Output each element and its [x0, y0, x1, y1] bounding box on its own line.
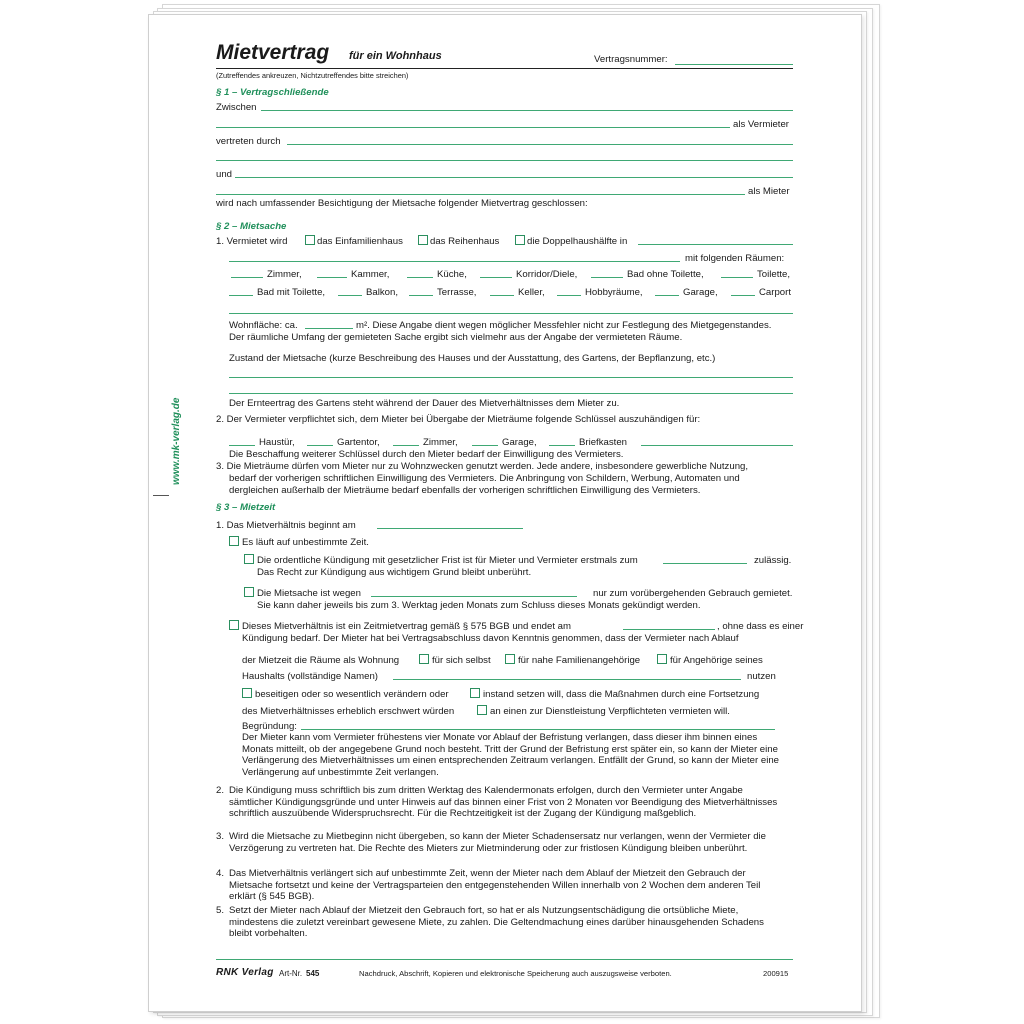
kuendigung-date-field[interactable] — [663, 563, 747, 564]
key-label: Zimmer, — [423, 437, 458, 448]
checkbox-instand[interactable] — [470, 688, 480, 698]
beseitigen-label: beseitigen oder so wesentlich verändern oder — [255, 689, 449, 700]
contract-number-field[interactable] — [675, 64, 793, 65]
zeitmiet-text-c: Kündigung bedarf. Der Mieter hat bei Vertragsabschluss davon Kenntnis genommen, dass der Vermieter nach Ablauf — [242, 633, 739, 644]
checkbox-familie[interactable] — [505, 654, 515, 664]
wohnflaeche-label: Wohnfläche: ca. — [229, 320, 298, 331]
checkbox-doppelhaushaelfte[interactable] — [515, 235, 525, 245]
represented-field-1[interactable] — [287, 144, 793, 145]
room-label: Toilette, — [757, 269, 791, 280]
room-count-field[interactable] — [480, 277, 512, 278]
sich-selbst-label: für sich selbst — [432, 655, 491, 666]
wegen-label: Die Mietsache ist wegen — [257, 588, 361, 599]
wohnflaeche-text-2: Der räumliche Umfang der gemieteten Sache ergibt sich vielmehr aus der Angabe der vermieteten Räume. — [229, 332, 683, 343]
nutzen-label: nutzen — [747, 671, 776, 682]
vertreten-label: vertreten durch — [216, 136, 281, 147]
contract-page — [148, 14, 862, 1012]
familie-label: für nahe Familienangehörige — [518, 655, 641, 666]
checkbox-beseitigen[interactable] — [242, 688, 252, 698]
closing-text: wird nach umfassender Besichtigung der Mietsache folgender Mietvertrag geschlossen: — [216, 198, 588, 209]
room-label: Bad mit Toilette, — [257, 287, 326, 298]
page-subtitle: für ein Wohnhaus — [349, 50, 442, 62]
room-count-field[interactable] — [490, 295, 514, 296]
room-count-field[interactable] — [338, 295, 362, 296]
tenant-field-1[interactable] — [235, 177, 793, 178]
footer-rule — [216, 959, 793, 960]
item-text: Das Mietverhältnis verlängert sich auf unbestimmte Zeit, wenn der Mieter nach dem Ablauf der Mietzeit den Gebrauch der Mietsache fortsetzt und keine der Vertragsparteien den entgegenstehenden Willen innerhalb von 2 Wochen dem anderen Teil erklärt (§ 545 BGB). — [229, 868, 761, 903]
checkbox-voruebergehend[interactable] — [244, 587, 254, 597]
side-url: www.mk-verlag.de — [171, 397, 182, 485]
item-text: Wird die Mietsache zu Mietbeginn nicht übergeben, so kann der Mieter Schadensersatz nur verlangen, wenn der Vermieter die Verzögerung zu vertreten hat. Die Rechte des Mieters zur Mietminderung oder zur fristlosen Kündigung bleiben unberührt. — [229, 831, 767, 854]
room-count-field[interactable] — [721, 277, 753, 278]
art-number: 545 — [306, 969, 320, 978]
kuendigung-text: Die ordentliche Kündigung mit gesetzlicher Frist ist für Mieter und Vermieter erstmals zum — [257, 555, 638, 566]
wohnflaeche-field[interactable] — [305, 328, 353, 329]
wohnflaeche-text: m². Diese Angabe dient wegen möglicher Messfehler nicht zur Festlegung des Mietgegenstandes. — [356, 320, 772, 331]
zustand-field-1[interactable] — [229, 377, 793, 378]
landlord-field-2[interactable] — [216, 127, 730, 128]
einfamilienhaus-label: das Einfamilienhaus — [317, 236, 403, 247]
vermietet-label: 1. Vermietet wird — [216, 236, 288, 247]
room-count-field[interactable] — [231, 277, 263, 278]
location-field-2[interactable] — [229, 261, 680, 262]
represented-field-2[interactable] — [216, 160, 793, 161]
room-label: Carport — [759, 287, 791, 298]
reihenhaus-label: das Reihenhaus — [430, 236, 500, 247]
key-count-field[interactable] — [229, 445, 255, 446]
als-mieter-label: als Mieter — [748, 186, 790, 197]
key-count-field[interactable] — [393, 445, 419, 446]
room-label: Bad ohne Toilette, — [627, 269, 704, 280]
wegen-text: nur zum vorübergehenden Gebrauch gemietet. — [593, 588, 793, 599]
nutzung-line-3: dergleichen außerhalb der Mieträume bedarf ebenfalls der vorherigen schriftlichen Einwilligung des Vermieters. — [229, 485, 701, 496]
room-count-field[interactable] — [407, 277, 433, 278]
unbestimmt-label: Es läuft auf unbestimmte Zeit. — [242, 537, 369, 548]
schluessel-text: 2. Der Vermieter verpflichtet sich, dem Mieter bei Übergabe der Mieträume folgende Schlüssel auszuhändigen für: — [216, 414, 701, 425]
room-label: Keller, — [518, 287, 545, 298]
item-number: 5. — [216, 905, 225, 916]
tenant-field-2[interactable] — [216, 194, 745, 195]
room-label: Kammer, — [351, 269, 390, 280]
begruendung-field[interactable] — [301, 729, 775, 730]
begruendung-label: Begründung: — [242, 721, 297, 732]
room-label: Terrasse, — [437, 287, 477, 298]
ernte-text: Der Ernteertrag des Gartens steht während der Dauer des Mietverhältnisses dem Mieter zu. — [229, 398, 620, 409]
room-count-field[interactable] — [557, 295, 581, 296]
doppelhaushaelfte-label: die Doppelhaushälfte in — [527, 236, 628, 247]
item-text: Die Kündigung muss schriftlich bis zum dritten Werktag des Kalendermonats erfolgen, durch den Vermieter unter Angabe sämtlicher Kündigungsgründe und unter Hinweis auf das binnen einer Frist von 2 Monaten vor Beendigung des Mietverhältnisses schriftlich auszuübende Widerspruchsrecht. Für die Rechtzeitigkeit ist der Zugang der Kündigung maßgeblich. — [229, 785, 778, 820]
key-label: Gartentor, — [337, 437, 380, 448]
kuendigung-zulaessig: zulässig. — [754, 555, 792, 566]
keys-note: Die Beschaffung weiterer Schlüssel durch den Mieter bedarf der Einwilligung des Vermieters. — [229, 449, 624, 460]
room-count-field[interactable] — [731, 295, 755, 296]
zustand-label: Zustand der Mietsache (kurze Beschreibung des Hauses und der Ausstattung, des Gartens, der Bepflanzung, etc.) — [229, 353, 716, 364]
key-count-field[interactable] — [549, 445, 575, 446]
item-number: 4. — [216, 868, 225, 879]
checkbox-einfamilienhaus[interactable] — [305, 235, 315, 245]
landlord-field-1[interactable] — [261, 110, 793, 111]
room-label: Balkon, — [366, 287, 398, 298]
checkbox-zeitmietvertrag[interactable] — [229, 620, 239, 630]
haushalt-option-label: für Angehörige seines — [670, 655, 763, 666]
instand-label: instand setzen will, dass die Maßnahmen durch eine Fortsetzung — [483, 689, 760, 700]
item-text: Setzt der Mieter nach Ablauf der Mietzeit den Gebrauch fort, so hat er als Nutzungsentschädigung die ortsübliche Miete, mindestens die zuletzt vereinbart gewesene Miete, zu zahlen. Die Geltendmachung eines darüber hinausgehenden Schadens bleibt vorbehalten. — [229, 905, 764, 940]
publisher-logo: RNK Verlag — [216, 967, 274, 978]
rooms-extra-field[interactable] — [229, 313, 793, 314]
fortsetzung-text: des Mietverhältnisses erheblich erschwert würden — [242, 706, 455, 717]
key-label: Briefkasten — [579, 437, 627, 448]
key-label: Haustür, — [259, 437, 295, 448]
checkbox-sich-selbst[interactable] — [419, 654, 429, 664]
checkbox-reihenhaus[interactable] — [418, 235, 428, 245]
form-code: 200915 — [763, 969, 789, 978]
checkbox-dienstleistung[interactable] — [477, 705, 487, 715]
instruction-text: (Zutreffendes ankreuzen, Nichtzutreffendes bitte streichen) — [216, 71, 409, 80]
contract-number-label: Vertragsnummer: — [594, 54, 668, 65]
beginn-date-field[interactable] — [377, 528, 523, 529]
beginn-label: 1. Das Mietverhältnis beginnt am — [216, 520, 356, 531]
room-count-field[interactable] — [655, 295, 679, 296]
und-label: und — [216, 169, 233, 180]
room-label: Garage, — [683, 287, 718, 298]
room-count-field[interactable] — [317, 277, 347, 278]
als-vermieter-label: als Vermieter — [733, 119, 789, 130]
raeume-label: mit folgenden Räumen: — [685, 253, 785, 264]
befristung-paragraph: Der Mieter kann vom Vermieter frühestens vier Monate vor Ablauf der Befristung verlangen, dass dieser ihm binnen eines Monats mitteilt, ob der angegebene Grund noch besteht. Tritt der Grund der Befristung erst später ein, so kann der Mieter eine Verlängerung des Mietverhältnisses um einen entsprechenden Zeitraum verlangen. Entfällt der Grund, so kann der Mieter eine Verlängerung auf unbestimmte Zeit verlangen. — [242, 732, 780, 778]
room-label: Zimmer, — [267, 269, 302, 280]
haushalt-names-field[interactable] — [393, 679, 741, 680]
room-label: Korridor/Diele, — [516, 269, 578, 280]
room-count-field[interactable] — [229, 295, 253, 296]
kuendigung-text-2: Das Recht zur Kündigung aus wichtigem Grund bleibt unberührt. — [257, 567, 532, 578]
zeitmiet-text-b: , ohne dass es einer — [717, 621, 804, 632]
nutzung-line-1: 3. Die Mieträume dürfen vom Mieter nur zu Wohnzwecken genutzt werden. Jede andere, insbesondere gewerbliche Nutzung, — [216, 461, 749, 472]
key-count-field[interactable] — [307, 445, 333, 446]
key-count-field[interactable] — [472, 445, 498, 446]
zwischen-label: Zwischen — [216, 102, 257, 113]
room-label: Küche, — [437, 269, 467, 280]
side-tick — [153, 495, 169, 496]
header-rule — [216, 68, 793, 69]
zeitmiet-end-field[interactable] — [623, 629, 715, 630]
item-number: 3. — [216, 831, 225, 842]
room-label: Hobbyräume, — [585, 287, 643, 298]
room-count-field[interactable] — [591, 277, 623, 278]
section-2-heading: § 2 – Mietsache — [216, 221, 287, 232]
zustand-field-2[interactable] — [229, 393, 793, 394]
item-number: 2. — [216, 785, 225, 796]
haushalt-label: Haushalts (vollständige Namen) — [242, 671, 378, 682]
art-number-label: Art-Nr. — [279, 969, 303, 978]
zeitmiet-text: Dieses Mietverhältnis ist ein Zeitmietvertrag gemäß § 575 BGB und endet am — [242, 621, 572, 632]
checkbox-haushalt[interactable] — [657, 654, 667, 664]
zeitmiet-text-d: der Mietzeit die Räume als Wohnung — [242, 655, 400, 666]
copyright-notice: Nachdruck, Abschrift, Kopieren und elektronische Speicherung auch auszugsweise verboten. — [359, 969, 672, 978]
dienstleistung-label: an einen zur Dienstleistung Verpflichteten vermieten will. — [490, 706, 730, 717]
key-label: Garage, — [502, 437, 537, 448]
nutzung-line-2: bedarf der vorherigen schriftlichen Einwilligung des Vermieters. Die Anbringung von Schildern, Werbung, Automaten und — [229, 473, 740, 484]
room-count-field[interactable] — [409, 295, 433, 296]
wegen-text-2: Sie kann daher jeweils bis zum 3. Werktag jeden Monats zum Schluss dieses Monats gekündigt werden. — [257, 600, 701, 611]
section-1-heading: § 1 – Vertragschließende — [216, 87, 329, 98]
section-3-heading: § 3 – Mietzeit — [216, 502, 276, 513]
page-title: Mietvertrag — [216, 41, 330, 64]
location-field-1[interactable] — [638, 244, 793, 245]
key-extra-field[interactable] — [641, 445, 793, 446]
wegen-field[interactable] — [371, 596, 577, 597]
checkbox-kuendigung[interactable] — [244, 554, 254, 564]
checkbox-unbestimmt[interactable] — [229, 536, 239, 546]
